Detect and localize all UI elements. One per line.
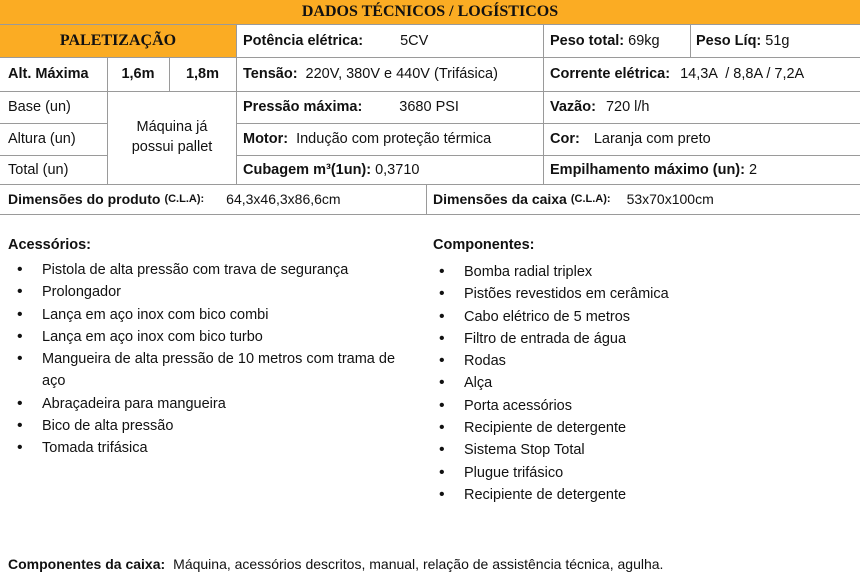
list-item: • Filtro de entrada de água	[430, 328, 850, 350]
potencia-spec: Potência elétrica: 5CV	[243, 32, 429, 49]
list-item: • Lança em aço inox com bico turbo	[8, 326, 418, 348]
list-item: • Bomba radial triplex	[430, 261, 850, 283]
list-item: • Plugue trifásico	[430, 462, 850, 484]
page-title: DADOS TÉCNICOS / LOGÍSTICOS	[301, 3, 559, 20]
list-item: • Recipiente de detergente	[430, 417, 850, 439]
peso-liq-spec: Peso Líq: 51g	[696, 32, 790, 49]
base-label: Base (un)	[8, 99, 71, 115]
list-item: • Tomada trifásica	[8, 437, 418, 459]
alt-maxima-label: Alt. Máxima	[8, 66, 89, 82]
list-item: • Porta acessórios	[430, 395, 850, 417]
alt-value-1: 1,6m	[121, 66, 155, 82]
dimensoes-caixa: Dimensões da caixa (C.L.A): 53x70x100cm	[433, 191, 714, 207]
components-title: Componentes:	[433, 237, 535, 253]
vazao-spec: Vazão: 720 l/h	[550, 99, 650, 115]
tensao-spec: Tensão: 220V, 380V e 440V (Trifásica)	[243, 66, 498, 82]
cor-spec: Cor: Laranja com preto	[550, 131, 711, 147]
corrente-spec: Corrente elétrica: 14,3A / 8,8A / 7,2A	[550, 66, 805, 82]
list-item: • Prolongador	[8, 281, 418, 303]
total-label: Total (un)	[8, 161, 69, 178]
motor-spec: Motor: Indução com proteção térmica	[243, 131, 492, 147]
dimensoes-produto: Dimensões do produto (C.L.A): 64,3x46,3x86,6cm	[8, 191, 341, 207]
accessories-title: Acessórios:	[8, 237, 92, 253]
empilhamento-spec: Empilhamento máximo (un): 2	[550, 161, 758, 178]
cubagem-spec: Cubagem m³(1un): 0,3710	[243, 161, 420, 178]
list-item: • Abraçadeira para mangueira	[8, 393, 418, 415]
list-item: • Recipiente de detergente	[430, 484, 850, 506]
list-item: • Sistema Stop Total	[430, 439, 850, 461]
list-item: • Bico de alta pressão	[8, 415, 418, 437]
list-item: • Mangueira de alta pressão de 10 metros com trama de aço	[8, 348, 418, 393]
accessories-list	[8, 259, 418, 460]
box-contents: Componentes da caixa: Máquina, acessórios descritos, manual, relação de assistência técnica, agulha.	[8, 556, 664, 572]
peso-total-spec: Peso total: 69kg	[550, 32, 660, 49]
altura-label: Altura (un)	[8, 131, 76, 147]
list-item: • Lança em aço inox com bico combi	[8, 304, 418, 326]
pressao-spec: Pressão máxima: 3680 PSI	[243, 99, 459, 115]
list-item: • Alça	[430, 372, 850, 394]
alt-value-2: 1,8m	[185, 66, 220, 82]
list-item: • Pistola de alta pressão com trava de segurança	[8, 259, 418, 281]
list-item: • Rodas	[430, 350, 850, 372]
palletization-title: PALETIZAÇÃO	[59, 31, 177, 49]
pallet-note: Máquina já possui pallet	[131, 119, 213, 155]
list-item: • Cabo elétrico de 5 metros	[430, 306, 850, 328]
list-item: • Pistões revestidos em cerâmica	[430, 283, 850, 305]
components-list	[430, 261, 850, 506]
